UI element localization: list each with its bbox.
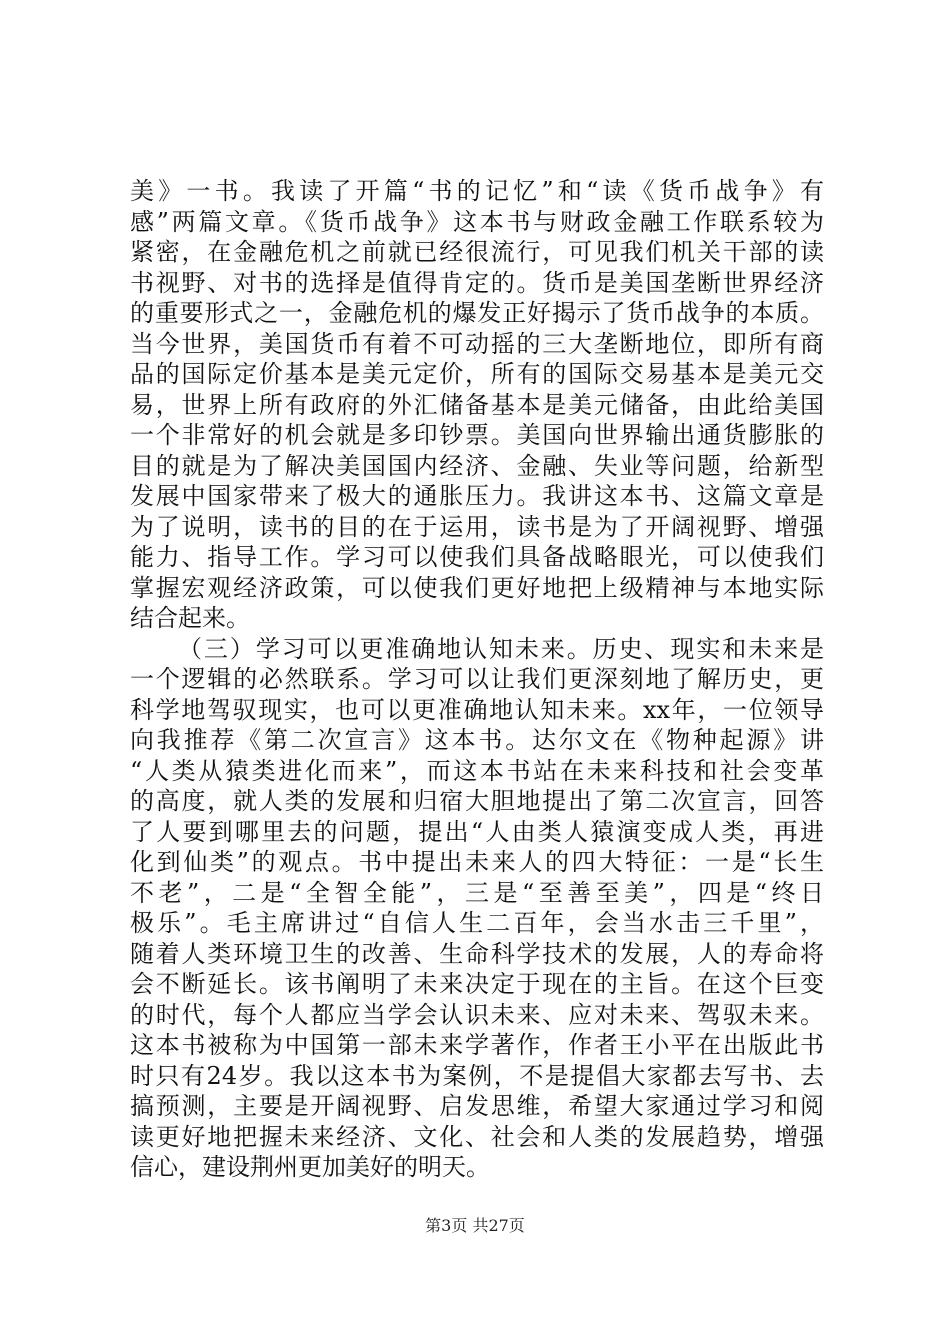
text-line: 一个逻辑的必然联系。学习可以让我们更深刻地了解历史，更 xyxy=(130,665,824,693)
text-line: 感”两篇文章。《货币战争》这本书与财政金融工作联系较为 xyxy=(130,207,824,236)
body-text xyxy=(130,176,824,1183)
text-line: 的时代，每个人都应当学会认识未来、应对未来、驾驭未来。 xyxy=(130,1000,824,1029)
text-line: 书视野、对书的选择是值得肯定的。货币是美国垄断世界经济 xyxy=(130,268,824,297)
text-line: 一个非常好的机会就是多印钞票。美国向世界输出通货膨胀的 xyxy=(130,421,824,449)
text-line: 结合起来。 xyxy=(130,604,250,632)
text-line: 为了说明，读书的目的在于运用，读书是为了开阔视野、增强 xyxy=(130,512,824,541)
text-line: 能力、指导工作。学习可以使我们具备战略眼光，可以使我们 xyxy=(130,543,824,571)
text-line: 化到仙类”的观点。书中提出未来人的四大特征：一是“长生 xyxy=(130,848,824,876)
text-line: 信心，建设荆州更加美好的明天。 xyxy=(130,1153,490,1181)
text-line: 易，世界上所有政府的外汇储备基本是美元储备，由此给美国 xyxy=(130,390,824,419)
text-line: 随着人类环境卫生的改善、生命科学技术的发展，人的寿命将 xyxy=(130,939,824,968)
text-line: 发展中国家带来了极大的通胀压力。我讲这本书、这篇文章是 xyxy=(130,482,824,510)
text-line: 紧密，在金融危机之前就已经很流行，可见我们机关干部的读 xyxy=(130,238,824,266)
text-line: 科学地驾驭现实，也可以更准确地认知未来。xx年，一位领导 xyxy=(130,695,824,724)
text-line: 美》一书。我读了开篇“书的记忆”和“读《货币战争》有 xyxy=(130,177,824,205)
text-line: 的重要形式之一，金融危机的爆发正好揭示了货币战争的本质。 xyxy=(130,299,824,327)
text-line: 掌握宏观经济政策，可以使我们更好地把上级精神与本地实际 xyxy=(130,573,824,602)
text-line: 当今世界，美国货币有着不可动摇的三大垄断地位，即所有商 xyxy=(130,329,824,358)
text-line: 向我推荐《第二次宣言》这本书。达尔文在《物种起源》讲 xyxy=(130,726,824,754)
text-line: 目的就是为了解决美国国内经济、金融、失业等问题，给新型 xyxy=(130,451,824,480)
page-number-footer: 第3页 共27页 xyxy=(425,1216,525,1235)
text-line: 不老”，二是“全智全能”，三是“至善至美”，四是“终日 xyxy=(130,878,824,907)
text-line: 时只有24岁。我以这本书为案例，不是提倡大家都去写书、去 xyxy=(130,1061,824,1090)
text-line: 读更好地把握未来经济、文化、社会和人类的发展趋势，增强 xyxy=(130,1122,824,1151)
text-line: 搞预测，主要是开阔视野、启发思维，希望大家通过学习和阅 xyxy=(130,1092,824,1120)
text-line: 极乐”。毛主席讲过“自信人生二百年，会当水击三千里”， xyxy=(130,909,824,937)
text-line: 这本书被称为中国第一部未来学著作，作者王小平在出版此书 xyxy=(130,1031,824,1059)
text-line: 了人要到哪里去的问题，提出“人由类人猿演变成人类，再进 xyxy=(130,817,824,846)
text-line: （三）学习可以更准确地认知未来。历史、现实和未来是 xyxy=(178,634,824,663)
text-line: “人类从猿类进化而来”，而这本书站在未来科技和社会变革 xyxy=(130,756,824,785)
text-line: 品的国际定价基本是美元定价，所有的国际交易基本是美元交 xyxy=(130,360,824,388)
text-line: 的高度，就人类的发展和归宿大胆地提出了第二次宣言，回答 xyxy=(130,787,824,815)
text-line: 会不断延长。该书阐明了未来决定于现在的主旨。在这个巨变 xyxy=(130,970,824,998)
